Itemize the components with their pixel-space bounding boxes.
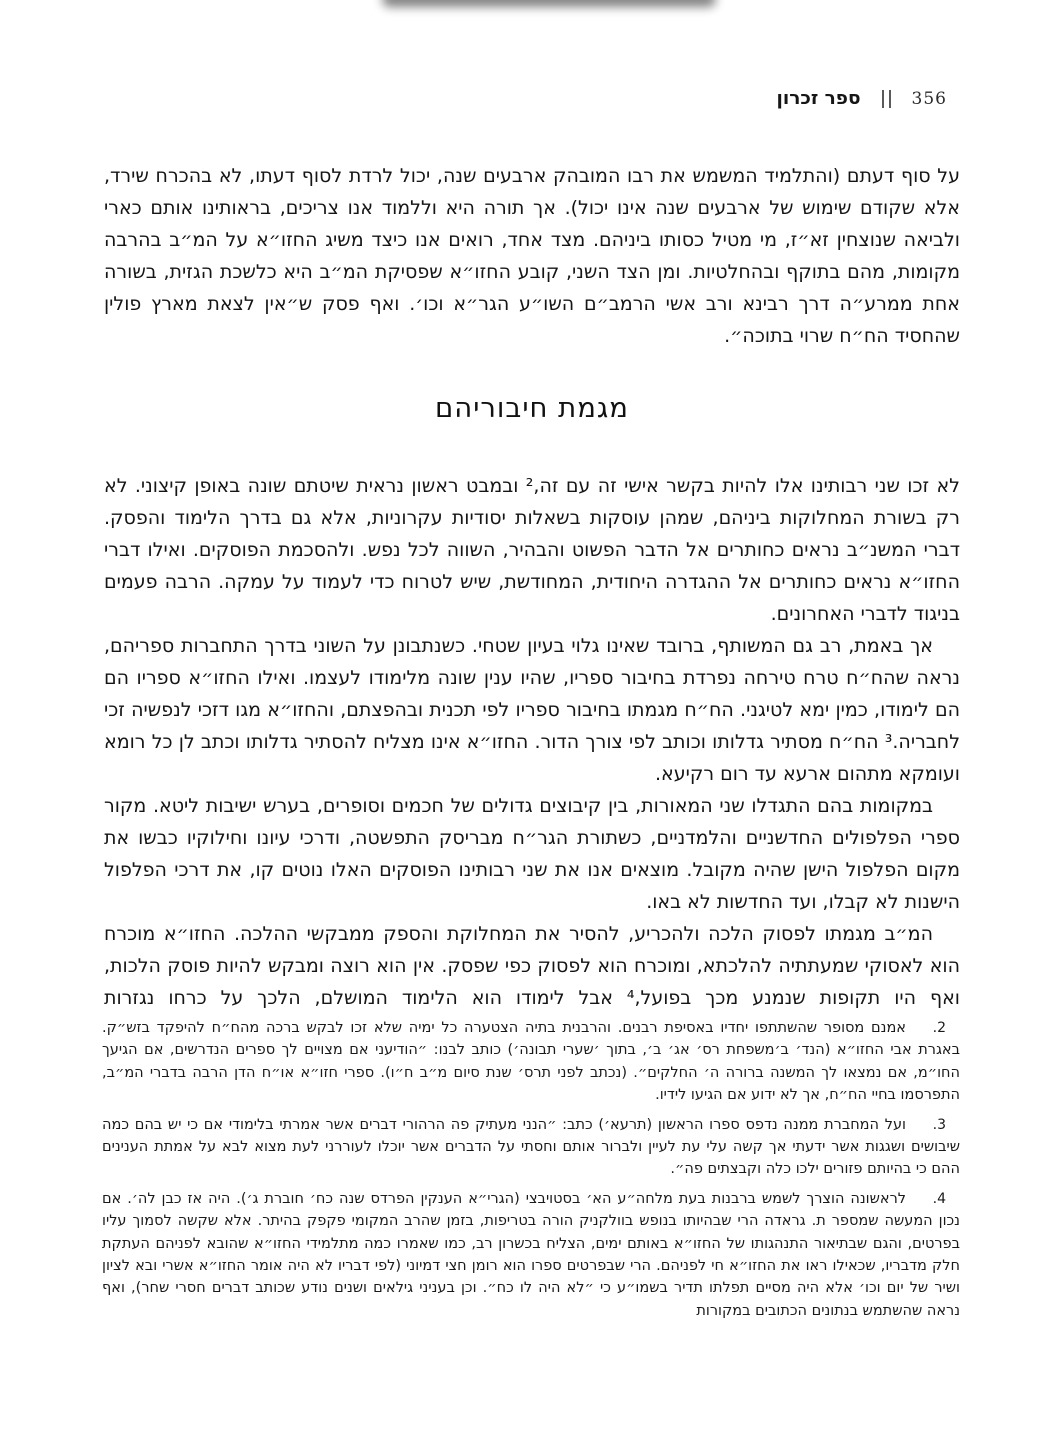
footnotes-section <box>102 1017 960 1329</box>
main-text-block <box>104 160 960 1014</box>
footnote-2-number: 2. <box>932 1020 946 1036</box>
footnote-2 <box>102 1017 960 1107</box>
book-title: ספר זכרון <box>776 88 861 109</box>
page-number: 356 <box>911 88 947 109</box>
section-heading: מגמת חיבוריהם <box>435 392 629 424</box>
footnote-4-text: לראשונה הוצרך לשמש ברבנות בעת מלחה״ע הא׳ בסטויבצי (הגרי״א הענקין הפרדס שנה כח׳ חוברת ג׳). היה אז כבן לה׳. אם נכון המעשה שמספר ת. גראדה הרי שבהיותו בנופש בוולקניק הורה בטריפות, בזמן שהרב המקומי פקפק בהיתר. אלא שקשה לסמוך עליו בפרטים, והגם שבתיאור התנהגותו של החזו״א באותם ימים, הצליח בכשרון רב, כמו שאמרו כמה מתלמידי החזו״א שהובא לפניהם העתקת חלק מדבריו, שכאילו ראו את החזו״א חי לפניהם. הרי שבפרטים ספרו הוא רומן חצי דמיוני (לפי דבריו לא היה אומר החזו״א אשרי ובא לציון ושיר של יום וכו׳ אלא היה מסיים תפלתו תדיר בשמו״ע כי ״לא היה לו כח״. וכן בעניני גילאים ושנים נודע שכותב דברים חסרי שחר), ואף נראה שהשתמש בנתונים הכתובים במקורות <box>102 1190 960 1319</box>
body-paragraph-3: במקומות בהם התגדלו שני המאורות, בין קיבוצים גדולים של חכמים וסופרים, בערש ישיבות ליטא. מקור ספרי הפלפולים החדשניים והלמדניים, כשתורת הגר״ח מבריסק התפשטה, ודרכי עיונו וחילוקיו כבשו את מקום הפלפול הישן שהיה מקובל. מוצאים אנו את שני רבותינו הפוסקים האלו נוטים קו, את דרכי הפלפול הישנות לא קבלו, ועד החדשות לא באו. <box>104 795 960 913</box>
body-paragraph-1: לא זכו שני רבותינו אלו להיות בקשר אישי זה עם זה,² ובמבט ראשון נראית שיטתם שונה באופן קיצוני. לא רק בשורת המחלוקות ביניהם, שמהן עוסקות בשאלות יסודיות עקרוניות, אלא גם בדרך הלימוד והפסק. דברי המשנ״ב נראים כחותרים אל הדבר הפשוט והבהיר, השווה לכל נפש. ולהסכמת הפוסקים. ואילו דברי החזו״א נראים כחותרים אל ההגדרה היחודית, המחודשת, שיש לטרוח כדי לעמוד על עמקה. הרבה פעמים בניגוד לדברי האחרונים. <box>104 475 960 625</box>
scan-artifact <box>382 0 716 7</box>
double-bar-divider-icon <box>882 90 891 108</box>
body-paragraph-2: אך באמת, רב גם המשותף, ברובד שאינו גלוי בעיון שטחי. כשנתבונן על השוני בדרך התחברות ספריהם, נראה שהח״ח טרח טירחה נפרדת בחיבור ספריו, שהיו ענין שונה מלימודו לעצמו. ואילו החזו״א ספריו הם הם לימודו, כמין ימא לטיגני. הח״ח מגמתו בחיבור ספריו לפי תכנית ובהפצתם, והחזו״א מגו דזכי לנפשיה זכי לחבריה.³ הח״ח מסתיר גדלותו וכותב לפי צורך הדור. החזו״א אינו מצליח להסתיר גדלותו וכתב לן כל רומא ועומקא מתהום ארעא עד רום רקיעא. <box>104 635 960 785</box>
body-paragraph-4: המ״ב מגמתו לפסוק הלכה ולהכריע, להסיר את המחלוקת והספק ממבקשי ההלכה. החזו״א מוכרח הוא לאסוקי שמעתתיה להלכתא, ומוכרח הוא לפסוק כפי שפסק. אין הוא רוצה ומבקש להיות פוסק הלכות, ואף היו תקופות שנמנע מכך בפועל,⁴ אבל לימודו הוא הלימוד המושלם, הלכך על כרחו נגזרות <box>104 923 960 1009</box>
footnote-2-text: אמנם מסופר שהשתתפו יחדיו באסיפת רבנים. והרבנית בתיה הצטערה כל ימיה שלא זכו לבקש ברכה מהח״ח להיפקד בזש״ק. באגרת אבי החזו״א (הנד׳ ב׳משפחת רס׳ אג׳ ב׳, בתוך ׳שערי תבונה׳) כותב לבנו: ״הודיעני אם מצויים לך ספרים הנדרשים, אם הגיעך החו״מ, אם נמצאו לך המשנה ברורה ה׳ החלקים״. (נכתב לפני תרס׳ שנת סיום מ״ב ח״ו). ספרי חזו״א או״ח הדן הרבה בדברי המ״ב, התפרסמו בחיי הח״ח, אך לא ידוע אם הגיעו לידיו. <box>102 1020 960 1104</box>
footnote-3-text: ועל המחברת ממנה נדפס ספרו הראשון (תרעא׳) כתב: ״הנני מעתיק פה הרהורי דברים אשר אמרתי בלימודי אם כי יש בהם כמה שיבושים ושגגות אשר ידעתי אך קשה עלי עת לעיין ולברור אותם וחסתי על הדברים אשר יוכלו לעוררני לעת מצוא לבא על אמתת הענינים ההם כי בהיותם פזורים ילכו כלה וקבצתים פה״. <box>102 1116 960 1178</box>
footnote-3-number: 3. <box>932 1116 946 1133</box>
footnote-4-number: 4. <box>932 1190 946 1207</box>
page-header <box>777 88 948 109</box>
intro-paragraph: על סוף דעתם (והתלמיד המשמש את רבו המובהק ארבעים שנה, יכול לרדת לסוף דעתו, לא בהכרח שירד, אלא שקודם שימוש של ארבעים שנה אינו יכול). אך תורה היא וללמוד אנו צריכים, בראותינו אותם כארי ולביאה שנוצחין זא״ז, מי מטיל כסותו ביניהם. מצד אחד, רואים אנו כיצד משיג החזו״א על המ״ב בהרבה מקומות, מהם בתוקף ובהחלטיות. ומן הצד השני, קובע החזו״א שפסיקת המ״ב היא כלשכת הגזית, בשורה אחת ממרע״ה דרך רבינא ורב אשי הרמב״ם השו״ע הגר״א וכו׳. ואף פסק ש״אין לצאת מארץ פולין שהחסיד הח״ח שרוי בתוכה״. <box>104 165 960 347</box>
footnote-3 <box>102 1114 960 1181</box>
footnote-4 <box>102 1188 960 1322</box>
